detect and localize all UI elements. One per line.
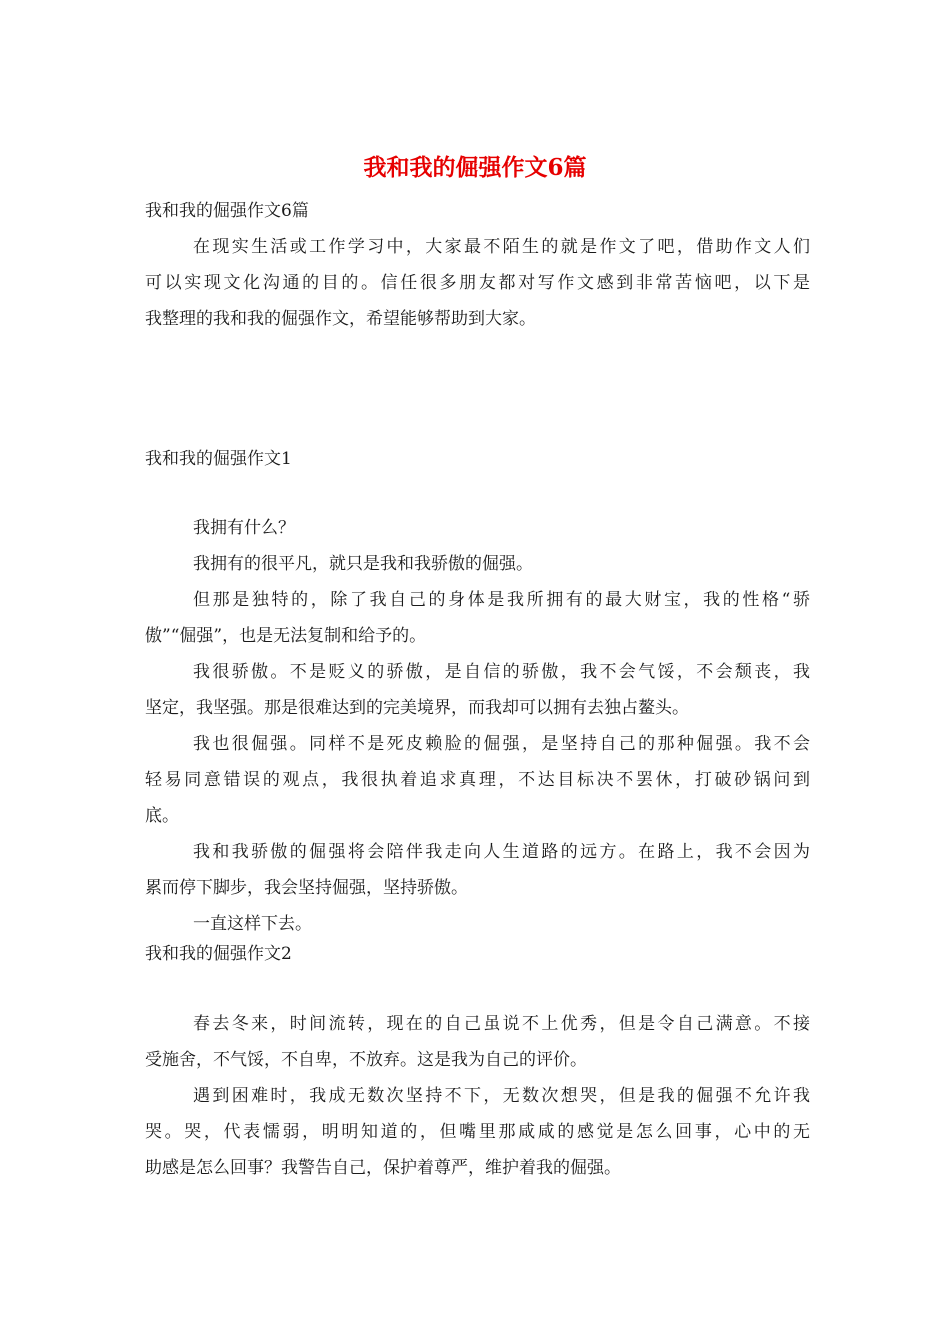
intro-line: 可以实现文化沟通的目的。信任很多朋友都对写作文感到非常苦恼吧，以下是 xyxy=(145,273,810,293)
essay2-heading-block xyxy=(145,936,810,972)
essay1-body xyxy=(145,510,810,942)
essay-line: 轻易同意错误的观点，我很执着追求真理，不达目标决不罢休，打破砂锅问到 xyxy=(145,770,810,790)
essay-line: 我拥有什么？ xyxy=(193,518,295,538)
essay-line: 傲”“倔强”，也是无法复制和给予的。 xyxy=(145,626,427,646)
essay-line: 累而停下脚步，我会坚持倔强，坚持骄傲。 xyxy=(145,878,468,898)
essay-line: 受施舍，不气馁，不自卑，不放弃。这是我为自己的评价。 xyxy=(145,1050,587,1070)
document-title: 我和我的倔强作文6篇 xyxy=(363,154,587,181)
essay-line: 助感是怎么回事？我警告自己，保护着尊严，维护着我的倔强。 xyxy=(145,1158,621,1178)
essay-line: 遇到困难时，我成无数次坚持不下，无数次想哭，但是我的倔强不允许我 xyxy=(193,1086,810,1106)
essay-line: 一直这样下去。 xyxy=(193,914,312,934)
essay-line: 哭。哭，代表懦弱，明明知道的，但嘴里那咸咸的感觉是怎么回事，心中的无 xyxy=(145,1122,810,1142)
essay-line: 底。 xyxy=(145,806,179,826)
essay-line: 春去冬来，时间流转，现在的自己虽说不上优秀，但是令自己满意。不接 xyxy=(193,1014,810,1034)
essay-line: 我和我骄傲的倔强将会陪伴我走向人生道路的远方。在路上，我不会因为 xyxy=(193,842,810,862)
essay1-heading: 我和我的倔强作文1 xyxy=(145,449,292,469)
essay-line: 我很骄傲。不是贬义的骄傲，是自信的骄傲，我不会气馁，不会颓丧，我 xyxy=(193,662,810,682)
essay-line: 但那是独特的，除了我自己的身体是我所拥有的最大财宝，我的性格“骄 xyxy=(193,590,810,610)
intro-line: 在现实生活或工作学习中，大家最不陌生的就是作文了吧，借助作文人们 xyxy=(193,237,810,257)
document-subtitle: 我和我的倔强作文6篇 xyxy=(145,201,309,221)
intro-paragraph xyxy=(145,229,810,337)
essay-line: 坚定，我坚强。那是很难达到的完美境界，而我却可以拥有去独占鳌头。 xyxy=(145,698,689,718)
essay2-body xyxy=(145,1006,810,1186)
essay-line: 我拥有的很平凡，就只是我和我骄傲的倔强。 xyxy=(193,554,533,574)
document-subtitle-block xyxy=(145,193,810,229)
intro-line: 我整理的我和我的倔强作文，希望能够帮助到大家。 xyxy=(145,309,536,329)
essay-line: 我也很倔强。同样不是死皮赖脸的倔强，是坚持自己的那种倔强。我不会 xyxy=(193,734,810,754)
essay2-heading: 我和我的倔强作文2 xyxy=(145,944,292,964)
essay1-heading-block xyxy=(145,441,810,477)
